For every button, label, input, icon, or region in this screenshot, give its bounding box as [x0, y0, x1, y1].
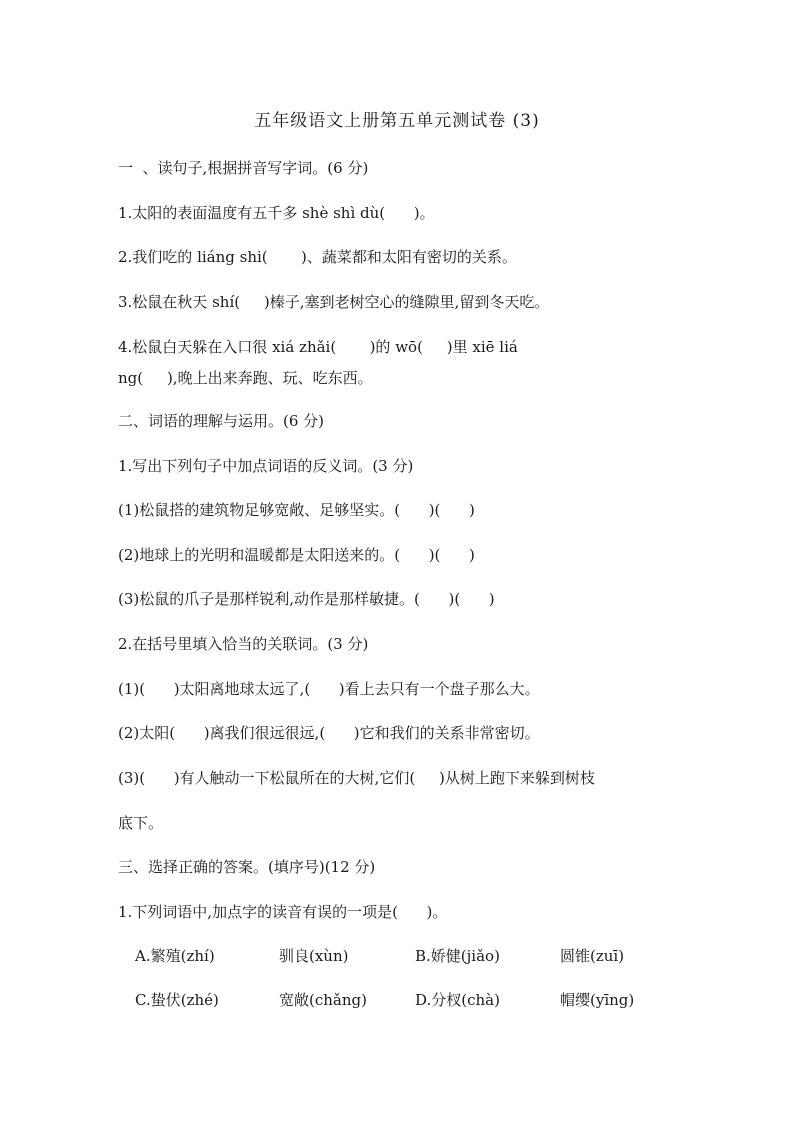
question-line: (1)( )太阳离地球太远了,( )看上去只有一个盘子那么大。 [118, 680, 540, 698]
question-line: ng( ),晚上出来奔跑、玩、吃东西。 [118, 369, 373, 387]
section-three-heading: 三、选择正确的答案。(填序号)(12 分) [118, 858, 376, 876]
option-b-second: 圆锥(zuī) [560, 947, 625, 965]
question-line: 1.下列词语中,加点字的读音有误的一项是( )。 [118, 903, 448, 921]
question-line: 2.在括号里填入恰当的关联词。(3 分) [118, 635, 369, 653]
question-line: 1.太阳的表面温度有五千多 shè shì dù( )。 [118, 204, 435, 222]
question-line: 底下。 [118, 814, 164, 832]
question-line: 3.松鼠在秋天 shí( )榛子,塞到老树空心的缝隙里,留到冬天吃。 [118, 293, 550, 311]
question-line: (3)松鼠的爪子是那样锐利,动作是那样敏捷。( )( ) [118, 590, 495, 608]
option-d: D.分杈(chà) [415, 991, 500, 1009]
section-one-heading: 一 、读句子,根据拼音写字词。(6 分) [118, 159, 369, 177]
question-line: (2)地球上的光明和温暖都是太阳送来的。( )( ) [118, 546, 475, 564]
option-b: B.娇健(jiǎo) [415, 947, 500, 965]
option-c: C.蛰伏(zhé) [135, 991, 219, 1009]
option-a: A.繁殖(zhí) [135, 947, 215, 965]
section-two-heading: 二、词语的理解与运用。(6 分) [118, 412, 325, 430]
option-c-second: 宽敞(chǎng) [279, 991, 367, 1009]
question-line: 2.我们吃的 liáng shi( )、蔬菜都和太阳有密切的关系。 [118, 248, 517, 266]
question-line: (1)松鼠搭的建筑物足够宽敞、足够坚实。( )( ) [118, 501, 475, 519]
option-a-second: 驯良(xùn) [279, 947, 349, 965]
option-d-second: 帽缨(yīng) [560, 991, 635, 1009]
question-line: (2)太阳( )离我们很远很远,( )它和我们的关系非常密切。 [118, 724, 540, 742]
question-line: (3)( )有人触动一下松鼠所在的大树,它们( )从树上跑下来躲到树枝 [118, 769, 595, 787]
page-title: 五年级语文上册第五单元测试卷 (3) [254, 111, 540, 131]
question-line: 1.写出下列句子中加点词语的反义词。(3 分) [118, 457, 414, 475]
question-line: 4.松鼠白天躲在入口很 xiá zhǎi( )的 wō( )里 xiē liá [118, 338, 518, 356]
